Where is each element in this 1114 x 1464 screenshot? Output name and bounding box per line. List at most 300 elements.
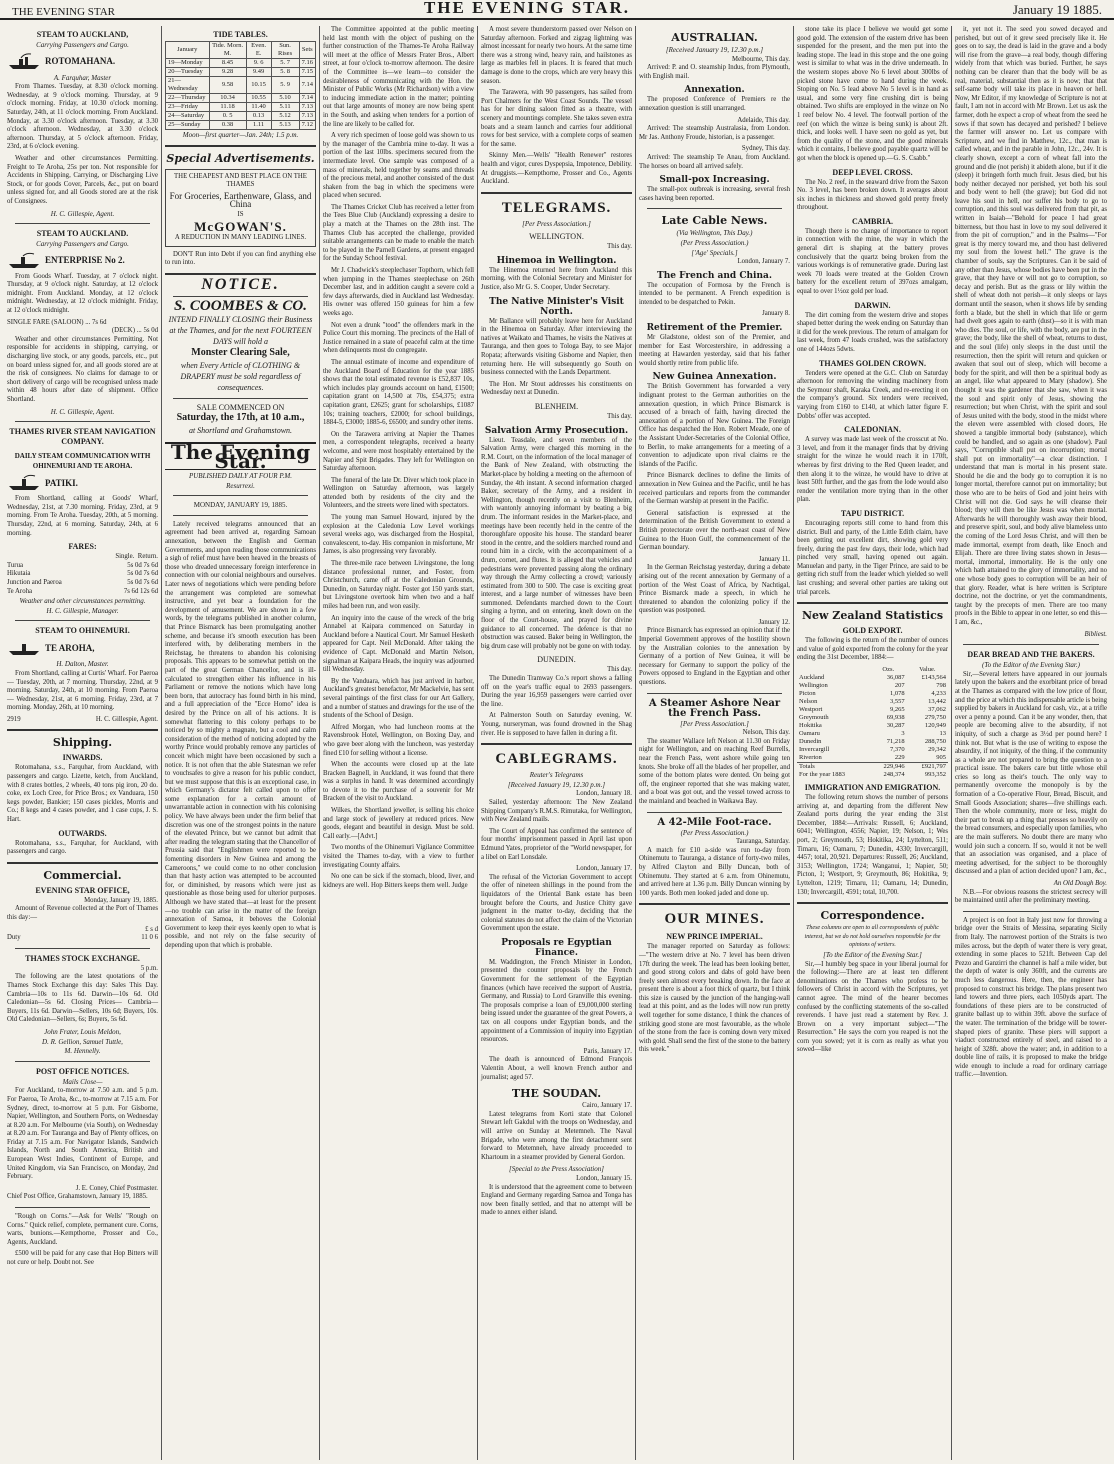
source-note: [Per Press Association.] — [680, 719, 749, 728]
ship-note: Weather and other circumstances permitting. — [19, 597, 146, 606]
news-item: The three-mile race between Livingstone, the long distance professional runner, and Foster, from Christchurch, came off at the Caledonian Grounds, Dunedin, on Saturday night. Foster got 150 yards start, but Livingstone overtook him when two and a half miles had been run, and won easily. — [323, 560, 474, 610]
notice-title: NOTICE. — [201, 275, 280, 293]
subheading: Carrying Passengers and Cargo. — [36, 41, 129, 49]
divider — [173, 296, 308, 297]
columns — [4, 26, 1110, 1460]
age-specials: ['Age' Specials.] — [691, 248, 738, 257]
news-item: Not even a drunk "tood" the offenders mark in the Police Court this morning. The precincts of the Hall of Justice remained in a state of peaceful calm at the time when delinquents most do congregate. — [323, 321, 474, 355]
news-item: Mr J. Chadwick's steeplechaser Topthorn, which fell when jumping in the Thames steeplechase on 26th December last, and in addition caught a severe cold a few days afterwards, died in Auckland last Wednesday. His owner was offered 150 guineas for him a few weeks ago. — [323, 267, 474, 317]
subheading: Carrying Passengers and Cargo. — [36, 240, 129, 249]
gold-cell: 229,946 — [870, 763, 907, 772]
news-text: Arrived: The steamship Australasia, from London. Mr Jas. Anthony Froude, historian, is a passenger. — [639, 125, 790, 141]
column-5 — [636, 26, 794, 1460]
item-heading: The French and China. — [657, 270, 772, 281]
heading-thames-river: THAMES RIVER STEAM NAVIGATION COMPANY. — [9, 427, 156, 447]
gold-cell: 207 — [894, 682, 905, 690]
item-heading: Small-pox Increasing. — [659, 175, 770, 186]
ship-name: ROTOMAHANA. — [45, 56, 116, 67]
news-item: A project is on foot in Italy just now for throwing a bridge over the Straits of Messina, separating Sicily from Italy. The narrowest portion of the Straits is two miles across, but the depth of water there is very great, extending in some places to 521ft. Between Cap del Pezzo and Ganzirri the channel is half a mile wider, but the depth of water is only 360ft, and the currents are much less dangerous. Here, then, the engineer has proposed to construct his bridge. The plans present two land towers and three piers, each 1050yds apart. The foundations of these piers are to be constructed of granite ballast up to within 39ft. above the surface of the water. The termination of the bridge will be tower-shaped piers of granite. These piers will support a viaduct constructed entirely of steel, and raised to a height of 328ft. above the water; and, in addition to a double line of rails, it is proposed to make the bridge wide enough to include a road for ordinary carriage traffic.—Invention. — [955, 916, 1107, 1079]
ship-schedule: From Shortland, calling at Curtis' Wharf. For Paeroa — Tuesday, 20th, at 7 morning. Thursday, 22nd, at 9 morning. Saturday, 24th, at 10 morning. From Paeroa — Wednesday, 21st, at 6 morning. Friday, 23rd, at 7 morning. Monday, 26th, at 10 morning. — [7, 669, 158, 712]
telegram-text: The Hon. Mr Stout addresses his constituents on Wednesday next at Dunedin. — [481, 380, 632, 397]
fare-row — [7, 579, 158, 588]
mine-heading: DARWIN. — [854, 300, 891, 310]
star-motto: Resurrexi. — [226, 481, 255, 490]
gold-cell: Picton — [799, 690, 816, 698]
section-late-cable: Late Cable News. — [661, 214, 768, 228]
telegrams-source: [Per Press Association.] — [522, 219, 591, 228]
dateline-day: This day. — [607, 243, 632, 251]
ship-agent: H. C. Gillespie, Agent. — [50, 407, 115, 416]
dateline: January 12. — [758, 618, 790, 626]
tide-cell: 7.13 — [299, 112, 315, 121]
tide-cell: 10.55 — [246, 94, 271, 103]
dateline: Nelson, This day. — [742, 729, 790, 737]
tide-cell: 5. 8 — [271, 68, 299, 77]
source-note: (Per Press Association.) — [680, 238, 749, 247]
steamship-icon — [7, 252, 41, 270]
gold-cell: 4,233 — [931, 690, 946, 698]
mine-report: A survey was made last week of the crosscut at No. 3 level, and from it the manager finds that by driving straight for the winze he would reach it in 170ft, whereas by first driving to the Red Queen leader, and then along it to the winze, he would have to drive at least 50ft further, and the gas from the lode would also render the ventilation more trying than in the other plan. — [797, 436, 948, 504]
tide-table — [165, 41, 316, 130]
dateline: January 8. — [762, 310, 790, 318]
gold-row — [797, 674, 948, 682]
star-date: MONDAY, JANUARY 19, 1885. — [193, 501, 288, 510]
gold-cell: 7,370 — [889, 746, 905, 754]
divider — [797, 602, 948, 604]
stock-exchange-time: 5 p.m. — [140, 964, 158, 972]
news-item: Wilkes, the Shortland jeweller, is selling his choice and large stock of jewellery at reduced prices. New goods, elegant and beautiful in design. Must be sold. Call early.—[Advt.] — [323, 807, 474, 840]
advert-debt: DON'T Run into Debt if you can find anything else to run into. — [165, 250, 316, 267]
news-item: When the accounts were closed up at the late Bracken Bagnell, in Auckland, it was found that there was a surplus in hand. It was determined accordingly to devote it to the purchase of a souvenir for Mr Bracken of the visit to Auckland. — [323, 761, 474, 803]
outwards-heading: OUTWARDS. — [58, 828, 107, 838]
news-text: The small-pox outbreak is increasing, several fresh cases having been reported. — [639, 186, 790, 202]
gold-row — [797, 714, 948, 722]
gold-row — [797, 698, 948, 706]
tide-cell: 22—Thursday — [166, 94, 210, 103]
star-nameplate: The Evening Star. — [165, 442, 316, 470]
leader-article: Lately received telegrams announced that an agreement had been arrived at, regarding Samoan annexation, between the English and German Governments, and upon reading those communications a sigh of relief must have been heaved in the breasts of those who dreaded unnecessary foreign interference in connection with our colonial neighbours and ourselves. Later news of negotiations which were pending before the arrangement was completed are somewhat instructive, and yet bear a foundation for the development of amusement. We are shown in a few words, by the telegrams published in another column, that Prince Bismarck has been promulgating another scheme, and because it's smooth execution has been interfered with, by deliberating members in the Reichstag, he threatens to abandon his colonising proposals. This appears to be somewhat pettish on the part of the great German Chancellor, and is ill-calculated to strengthen either his influence in his Parliament or remove the notions which have long been born, that autocracy has found birth in his mind, and a full appreciation of the "Ecce Homo" idea is desired by the Prince on all of his actions. It is somewhat flattering to this colony perhaps to be noticed by so mighty a magnate, but a cool and calm consideration of the method of noticing adopted by the worthy Prince would probably remove any particles of conceit which might have been occasioned by such a notice. It is not often that the able Statesman we refer to vouchsafes to give a reason for his public conduct, but we must suppose that this is an exceptional case, in which Germany's dictator felt called upon to offer some explanation for a certain amount of unwarrantable action in connection with his colonising policy. We have always been under the firm belief that discretion was one of the strongest points in the nature of the elevated Prince, but we cannot but admit that after reading the telegram stating that the Chancellor of Prussia said that "Englishmen were reported to be fomenting disorders in New Guinea and among the Cameroons," we could come to no other conclusion than that hasty action was attempted to be accounted for, or diminished, by reasons which were just as questionable as those being used for ulterior purposes. Although we have stated that—at least for the present—no trouble can arise in the matter of the foreign annexation of Samoa, it behoves the Colonial Government to keep their eyes keenly open to what is possible, and not rely on the false security of depending upon that which is probable. — [165, 520, 316, 949]
dateline-day: This day. — [607, 413, 632, 420]
column-6 — [794, 26, 952, 1460]
news-item: Skinny Men.—Wells' "Health Renewer" restores health and vigor, cures Dyspepsia, Impotence, Debility. At druggists.—Kempthorne, Prosser and Co., Agents Auckland. — [481, 152, 632, 186]
divider — [481, 192, 632, 194]
dateline: Melbourne, This day. — [732, 55, 790, 63]
gold-row — [797, 706, 948, 714]
tide-cell: 5.10 — [271, 94, 299, 103]
inwards-heading: INWARDS. — [62, 753, 103, 763]
news-text: Arrived: P. and O. steamship Indus, from Plymouth, with English mail. — [639, 64, 790, 80]
gold-cell: Invercargill — [799, 746, 830, 754]
advert-corns: "Rough on Corns."—Ask for Wells' "Rough on Corns." Quick relief, complete, permanent cure. Corns, warts, bunions.—Kempthorne, Prosser and Co., Agents, Auckland. — [7, 1213, 158, 1246]
dateline: Paris, January 17. — [583, 1047, 632, 1055]
fares-heading: FARES: — [68, 542, 97, 552]
ship-master: A. Farquhar, Master — [53, 73, 112, 82]
news-item: The Tarawera, with 90 passengers, has sailed from Port Chalmers for the West Coast Sounds. The vessel has for her dining saloon fitted as a theatre, with scenery and mountings complete. She takes seven extra boats and a steam launch and carries four additional rows for best service, with a complete corps of seamen for the same. — [481, 89, 632, 148]
tide-row — [166, 68, 316, 77]
divider — [165, 145, 316, 147]
dateline-day: This day. — [607, 666, 632, 674]
correspondence-note: These columns are open to all correspondents of public interest, but we do not hold ourselves responsible for the opinions of writers. — [804, 925, 941, 949]
tide-column-header: Sun. Rises — [271, 42, 299, 59]
column-3 — [320, 26, 478, 1460]
tide-column-header: January — [166, 42, 210, 59]
cablegram-text: It is understood that the agreement come to between England and Germany regarding Samoa and Tonga has now been finally settled, and that no attempt will be made to annex either island. — [481, 1183, 632, 1217]
item-heading: Salvation Army Prosecution. — [484, 425, 629, 436]
divider — [173, 495, 308, 496]
steamship-icon — [7, 474, 41, 492]
tide-cell: 7.14 — [299, 94, 315, 103]
notice-text: when Every Article of CLOTHING & DRAPERY must be sold regardless of consequences. — [180, 360, 301, 392]
coombes-notice — [165, 275, 316, 436]
item-heading: Hinemoa in Wellington. — [496, 255, 617, 266]
divider — [639, 903, 790, 905]
gold-row — [797, 690, 948, 698]
star-published: PUBLISHED DAILY AT FOUR P.M. — [188, 472, 293, 481]
gold-value-heading: Value. — [919, 666, 936, 674]
tide-cell: 5.13 — [271, 121, 299, 130]
notice-text: INTEND FINALLY CLOSING their Business at the Thames, and for the next FOURTEEN DAYS will hold a — [168, 315, 313, 347]
gold-cell: 229 — [894, 754, 905, 762]
ship-master: H. Dalton, Master. — [56, 660, 109, 669]
ship-schedule: From Goods Wharf. Tuesday, at 7 o'clock night. Thursday, at 9 o'clock night. Saturday, at 12 o'clock midnight. From Auckland. Monday, at 12 o'clock midnight. Wednesday, at 12 o'clock midnight. Friday, at 12 o'clock midnight. — [7, 272, 158, 315]
divider — [797, 902, 948, 904]
news-item: By the Vanduara, which has just arrived in harbor, Auckland's greatest benefactor, Mr Mackelvie, has sent several paintings of the first class for our Art Gallery, and a number of statues and drawings for the use of the students of the School of Design. — [323, 677, 474, 720]
office-date: Monday, January 19, 1885. — [84, 896, 158, 904]
section-our-mines: OUR MINES. — [664, 911, 765, 928]
post-office-heading: POST OFFICE NOTICES. — [36, 1066, 129, 1076]
gold-cell: £143,564 — [921, 674, 946, 682]
gold-cell: 288,750 — [924, 738, 946, 746]
gold-cell: 13 — [939, 730, 946, 738]
gold-row — [797, 738, 948, 746]
sale-date: Saturday, the 17th, at 10 a.m., — [176, 412, 305, 424]
gold-cell: Greymouth — [799, 714, 829, 722]
cablegram-text: Latest telegrams from Korti state that Colonel Stewart left Gakdul with the troops on Wednesday, and will arrive on Sunday at Metemneh. The Naval Brigade, who were among the first detachment sent forward to Metemneh, have already proceeded to Khartoum in a steamer provided by General Gordon. — [481, 1110, 632, 1161]
section-australian: AUSTRALIAN. — [671, 31, 758, 44]
tide-column-header: Even. E. — [246, 42, 271, 59]
mine-report: The manager reported on Saturday as follows:—"The western drive at No. 7 level has been driven 17ft during the week. The lead has been looking better, and good strong colors and dabs of gold have been freely seen almost every breaking down. In the face at present there is about a foot thick of quartz, but I think this size is caused by the junction of the hanging-wall lead at this point, and as the lodes will now run pretty well together for some distance, I think the chances of striking good stone are most favourable, as the whole of the stone from the face is coming down very mixed with gold. Shall send the first of the stone to the battery this week." — [639, 943, 791, 1054]
tide-cell: 0.38 — [209, 121, 246, 130]
section-commercial: Commercial. — [43, 868, 122, 882]
outwards-text: Rotomahana, s.s., Farquhar, for Auckland, with passengers and cargo. — [7, 839, 158, 856]
fares-header-row — [7, 553, 158, 562]
mine-report: Tenders were opened at the G.C. Club on Saturday afternoon for removing the winding machinery from the Seymour shaft, Karaka Creek, and re-erecting it on the company's ground. Six tenders were received, varying from £160 to £140, at which latter figure F. Dobbs' offer was accepted. — [797, 369, 948, 420]
mine-report: Encouraging reports still come to hand from this district. Bull and party, of the Little Edith claim, have been getting out excellent dirt, showing gold very freely, during the past few days, their lode, which had pinched very small, having opened out again. Manuelan and party, in the Tiger Prince, are said to be getting rich stuff from the leader which yielded so well last crushing; and several other parties are taking out trial parcels. — [797, 519, 948, 596]
news-item: Two months of the Ohinemuri Vigilance Committee visited the Thames to-day, with a view to further investigating County affairs. — [323, 844, 474, 869]
revenue-text: Amount of Revenue collected at the Port of Thames this day:— — [7, 905, 158, 921]
divider — [173, 398, 308, 399]
mine-heading: CALEDONIAN. — [844, 425, 901, 435]
column-2 — [162, 26, 320, 1460]
gold-cell: Oamaru — [799, 730, 820, 738]
tide-cell: 9.28 — [209, 68, 246, 77]
gold-cell: £921,797 — [907, 763, 948, 772]
gold-cell: 9,265 — [889, 706, 905, 714]
gold-cell: 37,062 — [928, 706, 946, 714]
notice-bold: Monster Clearing Sale, — [191, 347, 290, 359]
immigration-text: The following return shows the number of persons arriving at, and departing from the different New Zealand ports during the year ending the 31st December, 1884:—Arrivals: Russell, 6; Auckland, 6041; Wellington, 4556; Napier, 19; Nelson, 1; Wes port, 2; Greymouth, 53; Hokitika, 24; Lyttelton, 511; Timaru, 16; Oamaru, 7; Dunedin, 4330; Invercargill, 4457; total, 20,921. Departures: Russell, 26; Auckland, 3153; Wellington, 1724; Wanganui, 1; Napier, 50; Picton, 1; Westport, 9; Greymouth, 86; Hokitika, 9; Lyttelton, 1219; Timaru, 11; Oamaru, 14; Dunedin, 130; Invercargill, 4591; total, 10,700. — [797, 794, 948, 896]
fare-place: Junction and Paeroa — [7, 578, 62, 586]
duty-value: 11 0 6 — [141, 934, 158, 942]
gold-cell: 1,078 — [889, 690, 905, 698]
letter-text: Sir,—Several letters have appeared in our journals lately upon the bakers and the exorbitant price of bread at the Thames as compared with the low price of flour, and the price at which this indispensable article is being supplied by bakers in Auckland for cash, viz., at a trifle over a penny a pound. Can it be any wonder, then, that people are becoming alive to the absurdity, if not iniquity, of such a charge as 3½d per pound here? I think not. But what is the use of writing to expose the absurdity, if not iniquity, of the thing, if the community as a whole are not prepared to bring the question to a practical issue. The bakers care but little whose ehil cries so long as their's touch. The only way to permanently overcome the monopoly is by the formation of a Co-operative Flour, Bread, Biscuit, and Small Goods Association; shares—five shillings each. Then the whole community, more or less, might do their part to break up a thing that presses so heavily on the bread consumers, and especially upon families, who are the main sufferers. No doubt there are many who would join such a concern. If so, would it not be well that an association was organised, and a place of meeting advertised, for the subject to be thoroughly discussed and a plan of action decided upon? I am, &c., — [955, 670, 1107, 876]
news-text: Prince Bismarck declines to define the limits of annexation in New Guinea and the Pacific, until he has received particulars and reports from the commander of the German warship at present in the Pacific. — [639, 472, 790, 506]
news-item: The Committee appointed at the public meeting held last month with the object of pushing on the further construction of the Thames-Te Aroha Railway will meet at the office of Messrs Frater Bros., Albert street, at four o'clock to-morrow afternoon. The desire of the Committee is—we learn—to consider the desirableness of communicating with the Hon. the Minister of Public Works (Mr Richardson) with a view to inducing immediate action in the matter; pointing out that large amounts of money are now being spent in the South, and asking when tenders for a portion of the line are likely to be called for. — [323, 26, 474, 128]
divider — [7, 729, 158, 731]
dateline: London, January 15. — [576, 1174, 632, 1182]
fare-prices: 5s 0d 7s 6d — [127, 578, 158, 586]
gold-cell: 69,938 — [886, 714, 905, 722]
ship-agent: H. C. Gillespie, Agent. — [50, 209, 115, 218]
news-item: Alfred Morgan, who had luncheon rooms at the Ravensbrook Hotel, Wellington, on Boxing Day, and who gave beer along with the luncheon, was yesterday fined £10 for selling without a license. — [323, 723, 474, 757]
gold-cell: 3 — [901, 730, 905, 738]
tide-cell: 20—Tuesday — [166, 68, 210, 77]
fare-prices: 5s 0d 7s 6d — [127, 561, 158, 569]
stock-exchange-text: The following are the latest quotations of the Thames Stock Exchange this day: Sales This Day. Cambria—10s to 11s 6d. Darwin—10s 6d. Old Caledonian—5s 6d. Closing Prices— Cambria—Buyers, 11s 6d. Darwin—Sellers, 10s 6d; Buyers, 10s. Old Caledonian—Sellers, 6s; Buyers, 5s 6d. — [7, 973, 158, 1024]
tide-cell: 1.11 — [246, 121, 271, 130]
office-heading: EVENING STAR OFFICE, — [35, 885, 130, 895]
gold-cell: 29,342 — [928, 746, 946, 754]
tide-cell: 24—Saturday — [166, 112, 210, 121]
gold-cell: Dunedin — [799, 738, 822, 746]
mcgowans-for: For Groceries, Earthenware, Glass, and China — [169, 190, 312, 210]
news-text: Arrived: The steamship Te Anau, from Auckland. The horses on board all arrived safely. — [639, 153, 790, 170]
tide-cell: 5. 9 — [271, 77, 299, 94]
stock-exchange-heading: THAMES STOCK EXCHANGE. — [25, 953, 140, 963]
divider — [15, 1207, 150, 1208]
broker-names: D. R. Gellion, Samuel Tuttle, — [42, 1037, 123, 1046]
telegram-text: Mr Ballance will probably leave here for Auckland in the Hinemoa on Saturday. After interviewing the natives at Waikato and Thames, he visits the Natives at Tauranga, and then goes to Tologa Bay, to see Major Ropata; afterwards visiting Gisborne and Napier, then returning here. He will subsequently go South on business connected with the Lands Department. — [481, 317, 632, 377]
mine-report: The No. 2 reef, in the seaward drive from the Saxon No. 3 level, has been broken down. It averages about six inches in thickness and showed gold pretty freely throughout. — [797, 178, 948, 212]
fare-row — [7, 562, 158, 571]
item-heading: New Guinea Annexation. — [652, 372, 777, 383]
mine-report: The dirt coming from the western drive and stopes shaped better during the week ending on Saturday than it did for the week previous. The return of amalgam for last week, from 47 loads crushed, was the satisfactory one of 144ozs 5dwts. — [797, 311, 948, 353]
gold-cell: 120,949 — [924, 722, 946, 730]
news-text: Mr Gladstone, oldest son of the Premier, and member for East Worcestershire, in addressing a meeting at Hawarden yesterday, said that his father would shortly retire from public life. — [639, 334, 790, 367]
dateline: London, January 17. — [576, 865, 632, 873]
news-item: The annual estimate of income and expenditure of the Auckland Board of Education for the year 1885 shows that the total estimated revenue is £52,837 10s, which includes play grounds account on hand, £1500; capitation grant on 14,500 at 70s, £54,375; extra capitation grant, £2625; grant for scholarships, £1087 10s; training teachers, £2000; for school buildings, 1884-5, £3000; 1885-6, £6500; and sundry other items. — [323, 358, 474, 427]
gold-cell: 248,374 — [883, 771, 905, 779]
cablegram-text: The Court of Appeal has confirmed the sentence of four months' imprisonment passed in April last upon Edmund Yates, proprietor of the "World newspaper, for a libel on Earl Lonsdale. — [481, 827, 632, 861]
gold-export-intro: The following is the return of the number of ounces and value of gold exported from the colony for the year ending the 31st December, 1884:— — [797, 637, 948, 662]
tide-cell: 11.18 — [209, 103, 246, 112]
tide-row — [166, 59, 316, 68]
gold-export-heading: GOLD EXPORT. — [842, 626, 903, 636]
tide-row — [166, 103, 316, 112]
moon-phase: Moon—first quarter—Jan. 24th; 1.5 p.m. — [182, 131, 299, 139]
tide-tables-heading: TIDE TABLES. — [213, 30, 268, 39]
gold-cell: 36,087 — [886, 674, 905, 682]
section-shipping: Shipping. — [52, 736, 113, 750]
tide-cell: 21—Wednesday — [166, 77, 210, 94]
news-item: On the Tarawera arriving at Napier the Thames men, a correspondent telegraphs, received a hearty welcome, and were most hospitably entertained by the Napier and Spit Brigades. They left for Wellington on Saturday afternoon. — [323, 430, 474, 473]
advert-hop-bitters: £500 will be paid for any case that Hop Bitters will not cure or help. Doubt not. See — [7, 1250, 158, 1266]
fares-return-heading: Return. — [137, 553, 158, 561]
fare-place: Turua — [7, 561, 23, 569]
ship-schedule: From Shortland, calling at Goods' Wharf, Wednesday, 21st, at 7.30 morning. Friday, 23rd, at 9 morning. From Te Aroha. Tuesday, 20th, at 5 morning. Thursday, 22nd, at 6 morning. Saturday, 24th, at 6 morning. — [7, 495, 158, 537]
tide-cell: 11.40 — [246, 103, 271, 112]
letter-text: it, yet not it. The seed you sowed decayed and perished, but out of it grew seed precisely like it. He goes on to say, the dead is laid in the grave and a body will rise from the grave—a real body, though differing widely from that which was buried. Further, he says nothing can be clearer than that the body will be as real, material, substantial then as it is now; that that self-same body will take its place in heaven or hell. Now, Mr Editor, if my knowledge of Scripture is not at fault, I am not in accord with Mr Brown. Let us ask the farmer, doth he expect a crop of wheat from the seed he sows if that sown has decayed and perished? I believe the farmer will answer no. Let us compare with Scripture, and we find in Matthew, 12c., that man is called wheat, and in the parable in John, 12c., 24v. It is clearly shown, except a corn of wheat fall into the ground and die (not perish) it abideth alone, but if it die (sleep) it bringeth forth much fruit. Jesus died, but his body neither decayed nor perished, yet both his soul and body went to hell (the grave); but God did not leave his soul in hell, nor suffer his body to go to corruption, and this soul was delivered from that pit, as written in Isaiah—"Behold for peace I had great bitterness, but thou hast in love to my soul delivered it from the pit of corruption," and in the Psalms—"For great is thy mercy toward me, and thou hast delivered my soul from the lowest hell." The grave is the chamber of souls, say the Scriptures. Can it be said of any other than Jesus, whose bodies have been put in the grave, that they have or will not go to corruption, so decay and perish. But as the grass or lily within the shell of wheat doth not perish—it only sleeps or lays dormant until the season, when it shows life by sending forth a blade, but the shell in which that life or germ had dwelt goes again to earth (dust)—so it is with man who dies. The soul, or life, with the body, are put in the grave; the body, like the shell of wheat, returns to dust, and the soul (life) only sleeps in the dust until the resurrection, then the spirit will return and quicken or awaken that soul out of sleep, which will become a body for the spirit, and will then be a spiritual body as an angel, like what appeared to Mary (shadow). She thought it was the gardener that she saw, when it was the soul and spirit only of Jesus, showing the resurrection; but when Christ, with the spirit and soul of Jesus united with the body, stood in the midst where the eleven were assembled with closed doors, He showed a tangible immortal body (substance), which could be handled, and so again as one (shadow). Paul says, "Corruptible shall put on incorruption; mortal shall put on immortality"—a clear distinction. I understand that man is mortal in his present state. Should he die and the body go to corruption it is no longer mortal, therefore cannot put on immortality; but those who are to be heirs of God and joint heirs with Christ will not die. God says he will cleanse their blood; they will then be like Jesus was when mortal. Afterwards he will thoroughly wash away their blood, and preserve spirit, soul, and body alive blameless unto the coming of the Lord Jesus Christ, and will then be made immortal, exempt from death, like Enoch and Elijah. There are three living states shown in Jesus—mortal, immortal, immortality. He is the only one which hath attained to the glory of immortality, and no one whose body goes to corruption will be an heir of that glory. Reader, what is here written is Scripture doctrine, not the doctrine, or yet the commandments, taught by the precepts of men. There are too many proofs in the Bible to appear in one letter, so end this—I am, &c., — [955, 26, 1107, 626]
source-note: (Per Press Association.) — [680, 828, 749, 837]
masthead-date: January 19 1885. — [1012, 2, 1102, 17]
gold-cell: Nelson — [799, 698, 818, 706]
ship-footer — [7, 716, 158, 725]
mine-report: stone take its place I believe we would get some good gold. The extension of the eastern drive has been suspended for the present, and the men put into the leading stope. The lead in this stope and the one going west is similar to what was in the drive underneath. In the western stopes above No 6 level about 300lbs of picked stone have come to hand during the week. Stoping on No. 5 lead above No 5 level is in hand as usual, and some very fine crushing dirt is being obtained. Two shifts are employed in the winze on No 1 reef below No. 4 level. The footwall portion of the reef (on which the winze is being sunk) is about 2ft. thick, and looks well. I have seen no gold as yet, but from the quality of the stone, and the good minerals which it contains, I believe good payable quartz will be got when the block is opened up.—G. S. Csabb." — [797, 26, 948, 162]
tide-cell: 7.12 — [299, 121, 315, 130]
fare-prices: 7s 6d 12s 6d — [123, 587, 158, 595]
gold-row — [797, 771, 948, 779]
ship-agent: H. C. Gillespie, Agent. — [95, 715, 158, 723]
mine-heading: TAPU DISTRICT. — [840, 508, 905, 518]
mcgowans-advert — [165, 169, 316, 247]
gold-export-table — [797, 666, 948, 779]
tide-row — [166, 94, 316, 103]
masthead — [0, 0, 1114, 20]
dateline: DUNEDIN. — [537, 655, 576, 665]
tide-cell: 9.49 — [246, 68, 271, 77]
gold-cell: Hokitika — [799, 722, 822, 730]
mine-heading: THAMES GOLDEN CROWN. — [819, 358, 926, 368]
gold-row — [797, 754, 948, 763]
tide-column-header: Sets — [299, 42, 315, 59]
tide-cell: 0.13 — [246, 112, 271, 121]
dateline: London, January 18. — [576, 790, 632, 798]
tide-cell: 5.12 — [271, 112, 299, 121]
telegram-text: The Hinemoa returned here from Auckland this morning, with the Colonial Secretary and Minister for Justice, also Mr G. S. Cooper, Under Secretary. — [481, 266, 632, 292]
ship-agent: H. C. Gillespie, Manager. — [46, 606, 119, 615]
broker-names: John Frater, Louis Meldon, — [44, 1027, 121, 1036]
gold-cell: Totals — [797, 763, 870, 772]
correspondence-to: [To the Editor of the Evening Star.] — [823, 950, 922, 959]
post-office-address: Chief Post Office, Grahamstown, January 19, 1885. — [7, 1193, 148, 1201]
fare-row — [7, 570, 158, 579]
divider — [15, 620, 150, 621]
mcgowans-name: McGOWAN'S. — [194, 218, 287, 234]
firm-name: S. COOMBES & CO. — [174, 297, 307, 314]
divider — [15, 948, 150, 949]
ship-name: TE AROHA, — [45, 643, 95, 654]
dateline: January 11. — [758, 555, 790, 563]
tide-cell: 8.45 — [209, 59, 246, 68]
heading-steam-auckland-2: STEAM TO AUCKLAND. — [36, 229, 129, 239]
gold-cell: Riverton — [799, 754, 822, 762]
section-nz-statistics: New Zealand Statistics — [801, 609, 944, 623]
divider — [963, 644, 1099, 645]
divider — [15, 421, 150, 422]
tide-cell: 10.34 — [209, 94, 246, 103]
tide-row — [166, 77, 316, 94]
gold-cell: For the year 1883 — [799, 771, 846, 779]
section-soudan: THE SOUDAN. — [511, 1087, 602, 1101]
news-item: No one can be sick if the stomach, blood, liver, and kidneys are well. Hop Bitters keeps them well. Judge — [323, 873, 474, 889]
cablegram-text: Sailed, yesterday afternoon: The New Zealand Shipping Company's R.M.S. Rimutaka, for Wellington, with New Zealand mails. — [481, 798, 632, 824]
gold-row — [797, 763, 948, 772]
section-telegrams: TELEGRAMS. — [501, 199, 612, 216]
section-cablegrams: CABLEGRAMS. — [495, 751, 618, 768]
fares-single-heading: Single. — [115, 553, 135, 561]
gold-row — [797, 730, 948, 738]
divider — [165, 273, 316, 275]
tide-row — [166, 121, 316, 130]
cablegrams-source: Reuter's Telegrams — [529, 771, 584, 780]
news-text: The occupation of Formosa by the French is intended to be permanent. A French expedition is intended to be despatched to Pekin. — [639, 281, 790, 306]
news-item: A very rich specimen of loose gold was shown to us by the manager of the Cambria mine to-day. It was a portion of the last 10lbs. specimens secured from the intermediate level. One sample was composed of a mass of minerals, held together by seams and threads of the precious metal, and another consisted of the dust shaken from the bag in which the specimens were placed when secured. — [323, 132, 474, 200]
duty-row — [7, 934, 158, 943]
fare-place: Hikutaia — [7, 570, 31, 578]
gold-cell: 30,287 — [886, 722, 905, 730]
sale-where: at Shortland and Grahamstown. — [188, 425, 293, 435]
item-heading: Retirement of the Premier. — [646, 323, 783, 334]
gold-cell: 798 — [936, 682, 946, 690]
news-item: The Thames Cricket Club has received a letter from the Tees Blue Club (Auckland) expressing a desire to play a match at the Thames on the 28th inst. The Thames Club has accepted the challenge, provided suitable arrangements can be made to enable the match to be played in the Parnell Gardens, at present engaged for the Sunday School festival. — [323, 203, 474, 263]
dateline: London, January 7. — [737, 258, 790, 266]
news-text: General satisfaction is expressed at the determination of the British Government to extend a British protectorate over the north-east coast of New Guinea to the Huon Gulf, the commencement of the German boundary. — [639, 509, 790, 552]
letter-to: (To the Editor of the Evening Star.) — [982, 661, 1080, 670]
post-office-text: For Auckland, to-morrow at 7.50 a.m. and 5 p.m. For Paeroa, Te Aroha, &c., to-morrow at 7.15 a.m. For Sydney, direct, to-morrow at 5 p.m. For Gisborne, Napier, Wellington, and Southern Ports, on Wednesday at 8.20 a.m. For Melbourne (via South), on Wednesday at 8.20 a.m. For Tauranga and Bay of Plenty offices, on Friday at 7.15 a.m. For Navigator Islands, Sandwich Islands, North and South America, British and European West Indies, Continent of Europe, and United Kingdom, via San Francisco, on Monday, 2nd February. — [7, 1087, 158, 1181]
ship-ad — [7, 252, 158, 270]
tide-cell: 7.13 — [299, 103, 315, 112]
fare-single: SINGLE FARE (SALOON) ... 7s 6d — [7, 318, 107, 326]
fare-deck: (DECK) ... 5s 0d — [111, 327, 158, 335]
gold-row — [797, 722, 948, 730]
letter-signature: Bibliest. — [1084, 630, 1107, 638]
divider — [15, 1061, 150, 1062]
mcgowans-is: IS — [237, 210, 244, 218]
news-item: The funeral of the late Dr. Diver which took place in Wellington on Saturday afternoon, was largely attended both by residents of the city and the Volunteers, and the streets were lined with spectators. — [323, 476, 474, 510]
item-heading: A Steamer Ashore Near the French Pass. — [648, 697, 781, 719]
ship-ad — [7, 474, 158, 492]
ship-name: ENTERPRISE No 2. — [45, 255, 125, 266]
gold-cell: 279,750 — [924, 714, 946, 722]
divider — [15, 223, 150, 224]
tide-cell: 9.58 — [209, 77, 246, 94]
subheading: DAILY STEAM COMMUNICATION WITH OHINEMURI AND TE AROHA. — [14, 452, 151, 471]
ship-ad — [7, 53, 158, 71]
gold-row — [797, 682, 948, 690]
dateline: BLENHEIM. — [534, 402, 579, 411]
divider — [173, 515, 308, 516]
tide-cell: 10.15 — [246, 77, 271, 94]
tide-cell: 7.14 — [299, 77, 315, 94]
immigration-heading: IMMIGRATION AND EMIGRATION. — [804, 783, 941, 793]
heading-steam-ohinemuri: STEAM TO OHINEMURI. — [35, 626, 130, 636]
tide-cell: 9. 6 — [246, 59, 271, 68]
via-note: (Via Wellington, This Day.) — [676, 229, 753, 238]
masthead-left: THE EVENING STAR — [12, 6, 115, 18]
cablegram-text: The refusal of the Victorian Government to accept the offer of nineteen shillings in the pound from the liquidators of the Oriental Bank estate has been brought before the Courts, and Justice Chitty gave judgment in the matter to-day, deciding that the colonial statutes do not affect the claim of the Victorian Government upon the estate. — [481, 873, 632, 933]
ship-schedule: From Thames. Tuesday, at 8.30 o'clock morning. Wednesday, at 9 o'clock morning. Thursday, at 9 o'clock morning. Friday, at 10.30 o'clock morning. Saturday, 24th, at 11 o'clock morning. From Auckland. Monday, at 3.30 o'clock afternoon. Tuesday, at 3.30 o'clock afternoon. Wednesday, at 3.30 o'clock afternoon. Thursday, at 5 o'clock afternoon. Friday, 23rd, at 6 o'clock evening. — [7, 83, 158, 151]
section-correspondence: Correspondence. — [820, 909, 925, 923]
tide-cell: 23—Friday — [166, 103, 210, 112]
tide-table-header — [166, 42, 316, 59]
tide-cell: 5. 7 — [271, 59, 299, 68]
cablegram-text: The death is announced of Edmond François Valentin About, a well known French author and journalist; aged 57. — [481, 1056, 632, 1081]
gold-cell: 71,218 — [886, 738, 905, 746]
ship-note: Weather and other circumstances Permitting. Freight to Te Aroha, 25s per ton. Not responsible for Accidents in Shipping, Carrying, or Discharging Live Stock, or for goods Cover, Parcels, &c., put on board unless signed for, and all Goods stored are at the risk of Consignees. — [7, 154, 158, 205]
received-note: [Received January 19, 12.30 p.m.] — [665, 46, 764, 54]
gold-cell: 993,352 — [924, 771, 946, 779]
fares-table — [7, 562, 158, 596]
gold-cell: 905 — [936, 754, 946, 762]
news-text: The British Government has forwarded a very indignant protest to the German authorities on the annexation question, in which Prince Bismarck is accused of a breach of faith, having directed the annexation of a portion of New Guinea. The Foreign Office has despatched the Hon. Robert Meade, one of the Assistant Under-Secretaries of the Colonial Office, to Berlin, to make arrangements for a meeting of a convention to adjudicate upon rival claims re the islands of the Pacific. — [639, 383, 790, 468]
column-7 — [952, 26, 1110, 1460]
news-text: Prince Bismarck has expressed an opinion that if the Imperial Government approves of the hostility shown by the Australian colonies to the annexation by Germany of a portion of New Guinea, it will be necessary for Germany to support the policy of the Powers opposed to England in the Egyptian and other questions. — [639, 627, 790, 687]
mcgowans-top: THE CHEAPEST AND BEST PLACE ON THE THAMES — [174, 172, 307, 189]
ship-name: PATIKI. — [45, 477, 78, 488]
tide-cell: 19—Monday — [166, 59, 210, 68]
news-text: In the German Reichstag yesterday, during a debate arising out of the recent annexation by Germany of a portion of the West Coast of Africa, by Nachtigal, Prince Bismarck made a speech, in which he threatened to abandon the colonizing policy if the question was postponed. — [639, 564, 790, 615]
item-heading: A 42-Mile Foot-race. — [657, 816, 772, 828]
